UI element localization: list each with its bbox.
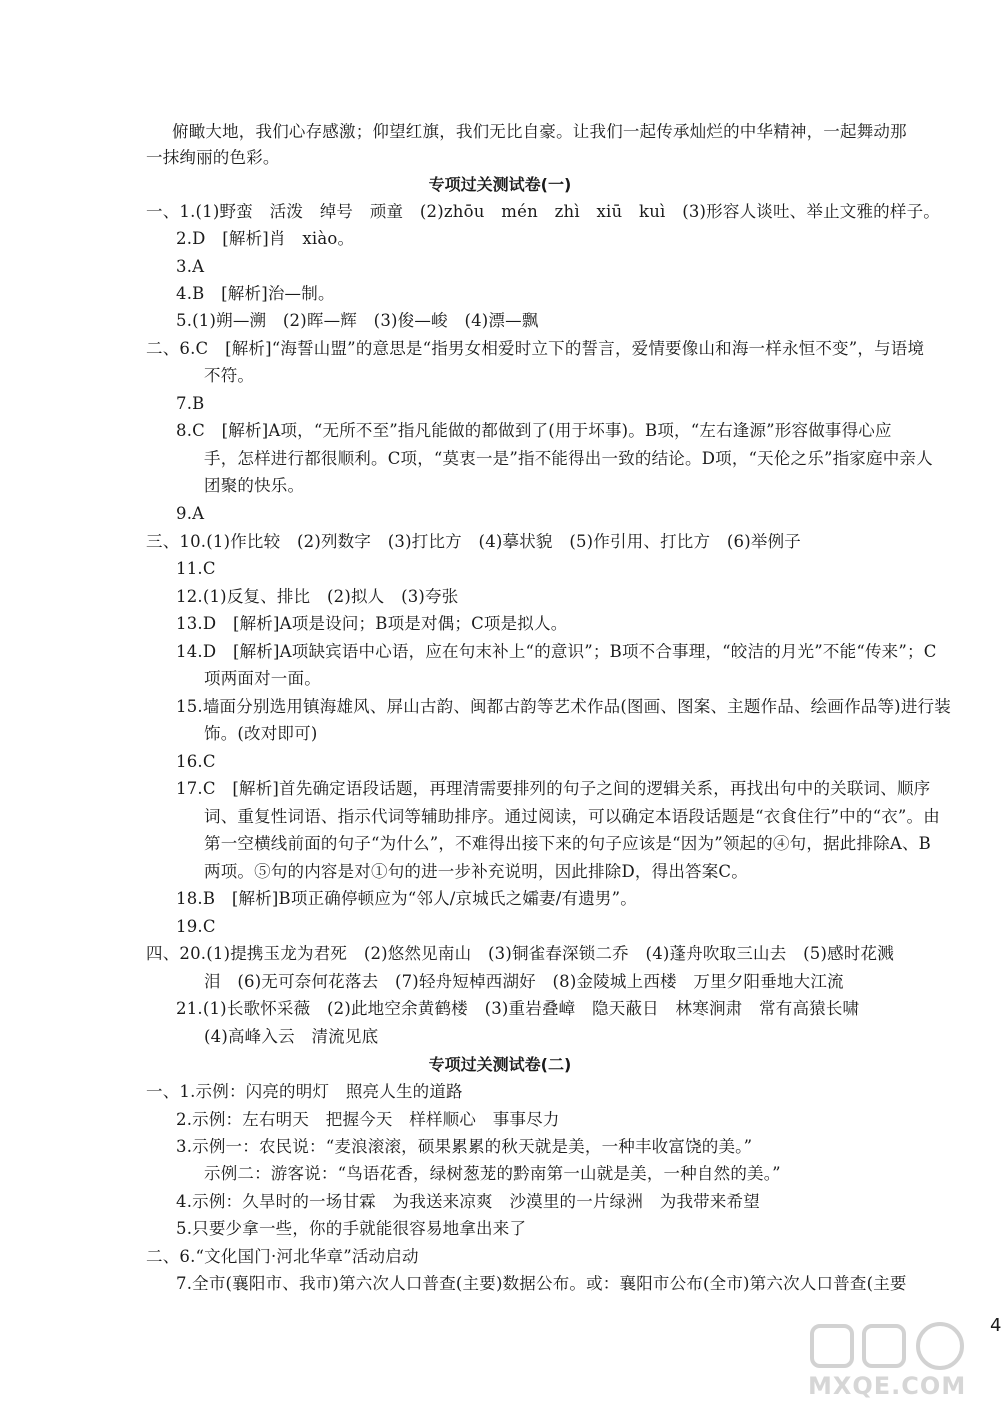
answer-line: 2.D [解析]肖 xiào。 xyxy=(176,229,355,248)
answer-line: 7.B xyxy=(176,394,205,413)
answer-line: 8.C [解析]A项，“无所不至”指凡能做的都做到了(用于坏事)。B项，“左右逢源”形容做事得心应 xyxy=(176,421,892,440)
answer-line: 21.(1)长歌怀采薇 (2)此地空余黄鹤楼 (3)重岩叠嶂 隐天蔽日 林寒涧肃 常有高猿长啸 xyxy=(176,999,860,1018)
answer-line: 项两面对一面。 xyxy=(204,669,321,688)
section-title-1: 专项过关测试卷(一) xyxy=(428,175,572,194)
answer-line: 一、1.(1)野蛮 活泼 绰号 顽童 (2)zhōu mén zhì xiū kuì (3)形容人谈吐、举止文雅的样子。 xyxy=(146,202,940,221)
answer-line: 两项。⑤句的内容是对①句的进一步补充说明，因此排除D，得出答案C。 xyxy=(204,862,748,881)
answer-line: 词、重复性词语、指示代词等辅助排序。通过阅读，可以确定本语段话题是“衣食住行”中的“衣”。由 xyxy=(204,807,940,826)
answer-line: 第一空横线前面的句子“为什么”，不难得出接下来的句子应该是“因为”领起的④句，据此排除A、B xyxy=(204,834,931,853)
answer-line: 5.(1)朔—溯 (2)晖—辉 (3)俊—峻 (4)漂—飘 xyxy=(176,311,539,330)
answer-line: 不符。 xyxy=(204,366,255,385)
answer-line: 16.C xyxy=(176,752,216,771)
answer-line: 13.D [解析]A项是设问；B项是对偶；C项是拟人。 xyxy=(176,614,568,633)
answer-line: 4.示例：久旱时的一场甘霖 为我送来凉爽 沙漠里的一片绿洲 为我带来希望 xyxy=(176,1192,760,1211)
answer-line: 17.C [解析]首先确定语段话题，再理清需要排列的句子之间的逻辑关系，再找出句中的关联词、顺序 xyxy=(176,779,931,798)
answer-line: 4.B [解析]治—制。 xyxy=(176,284,335,303)
answer-line: 团聚的快乐。 xyxy=(204,476,305,495)
answer-line: 5.只要少拿一些，你的手就能很容易地拿出来了 xyxy=(176,1219,527,1238)
answer-line: 19.C xyxy=(176,917,216,936)
watermark-text: MXQE.COM xyxy=(808,1372,967,1400)
answer-line: 9.A xyxy=(176,504,205,523)
answer-line: 泪 (6)无可奈何花落去 (7)轻舟短棹西湖好 (8)金陵城上西楼 万里夕阳垂地大江流 xyxy=(204,972,844,991)
answer-line: 14.D [解析]A项缺宾语中心语，应在句末补上“的意识”；B项不合事理，“皎洁的月光”不能“传来”；C xyxy=(176,642,937,661)
answer-line: 饰。(改对即可) xyxy=(204,724,318,743)
answer-line: 11.C xyxy=(176,559,216,578)
answer-line: 示例二：游客说：“鸟语花香，绿树葱茏的黔南第一山就是美，一种自然的美。” xyxy=(204,1164,781,1183)
answer-line: 手，怎样进行都很顺利。C项，“莫衷一是”指不能得出一致的结论。D项，“天伦之乐”指家庭中亲人 xyxy=(204,449,933,468)
answer-line: (4)高峰入云 清流见底 xyxy=(204,1027,379,1046)
page-number: 4 xyxy=(990,1315,1001,1336)
intro-line-2: 一抹绚丽的色彩。 xyxy=(146,148,280,167)
answer-line: 3.A xyxy=(176,257,205,276)
answer-line: 12.(1)反复、排比 (2)拟人 (3)夸张 xyxy=(176,587,459,606)
answer-line: 3.示例一：农民说：“麦浪滚滚，硕果累累的秋天就是美，一种丰收富饶的美。” xyxy=(176,1137,753,1156)
answer-line: 18.B [解析]B项正确停顿应为“邻人/京城氏之孀妻/有遗男”。 xyxy=(176,889,637,908)
answer-line: 15.墙面分别选用镇海雄风、屏山古韵、闽都古韵等艺术作品(图画、图案、主题作品、绘画作品等)进行装 xyxy=(176,697,951,716)
answer-line: 二、6.“文化国门·河北华章”活动启动 xyxy=(146,1247,419,1266)
answer-line: 7.全市(襄阳市、我市)第六次人口普查(主要)数据公布。或：襄阳市公布(全市)第六次人口普查(主要 xyxy=(176,1274,907,1293)
answer-line: 三、10.(1)作比较 (2)列数字 (3)打比方 (4)摹状貌 (5)作引用、打比方 (6)举例子 xyxy=(146,532,801,551)
answer-line: 四、20.(1)提携玉龙为君死 (2)悠然见南山 (3)铜雀春深锁二乔 (4)蓬舟吹取三山去 (5)感时花溅 xyxy=(146,944,894,963)
answer-line: 一、1.示例：闪亮的明灯 照亮人生的道路 xyxy=(146,1082,463,1101)
intro-line-1: 俯瞰大地，我们心存感激；仰望红旗，我们无比自豪。让我们一起传承灿烂的中华精神，一起舞动那 xyxy=(172,122,907,141)
answer-line: 2.示例：左右明天 把握今天 样样顺心 事事尽力 xyxy=(176,1110,560,1129)
section-title-2: 专项过关测试卷(二) xyxy=(428,1055,572,1074)
answer-line: 二、6.C [解析]“海誓山盟”的意思是“指男女相爱时立下的誓言，爱情要像山和海一样永恒不变”，与语境 xyxy=(146,339,925,358)
